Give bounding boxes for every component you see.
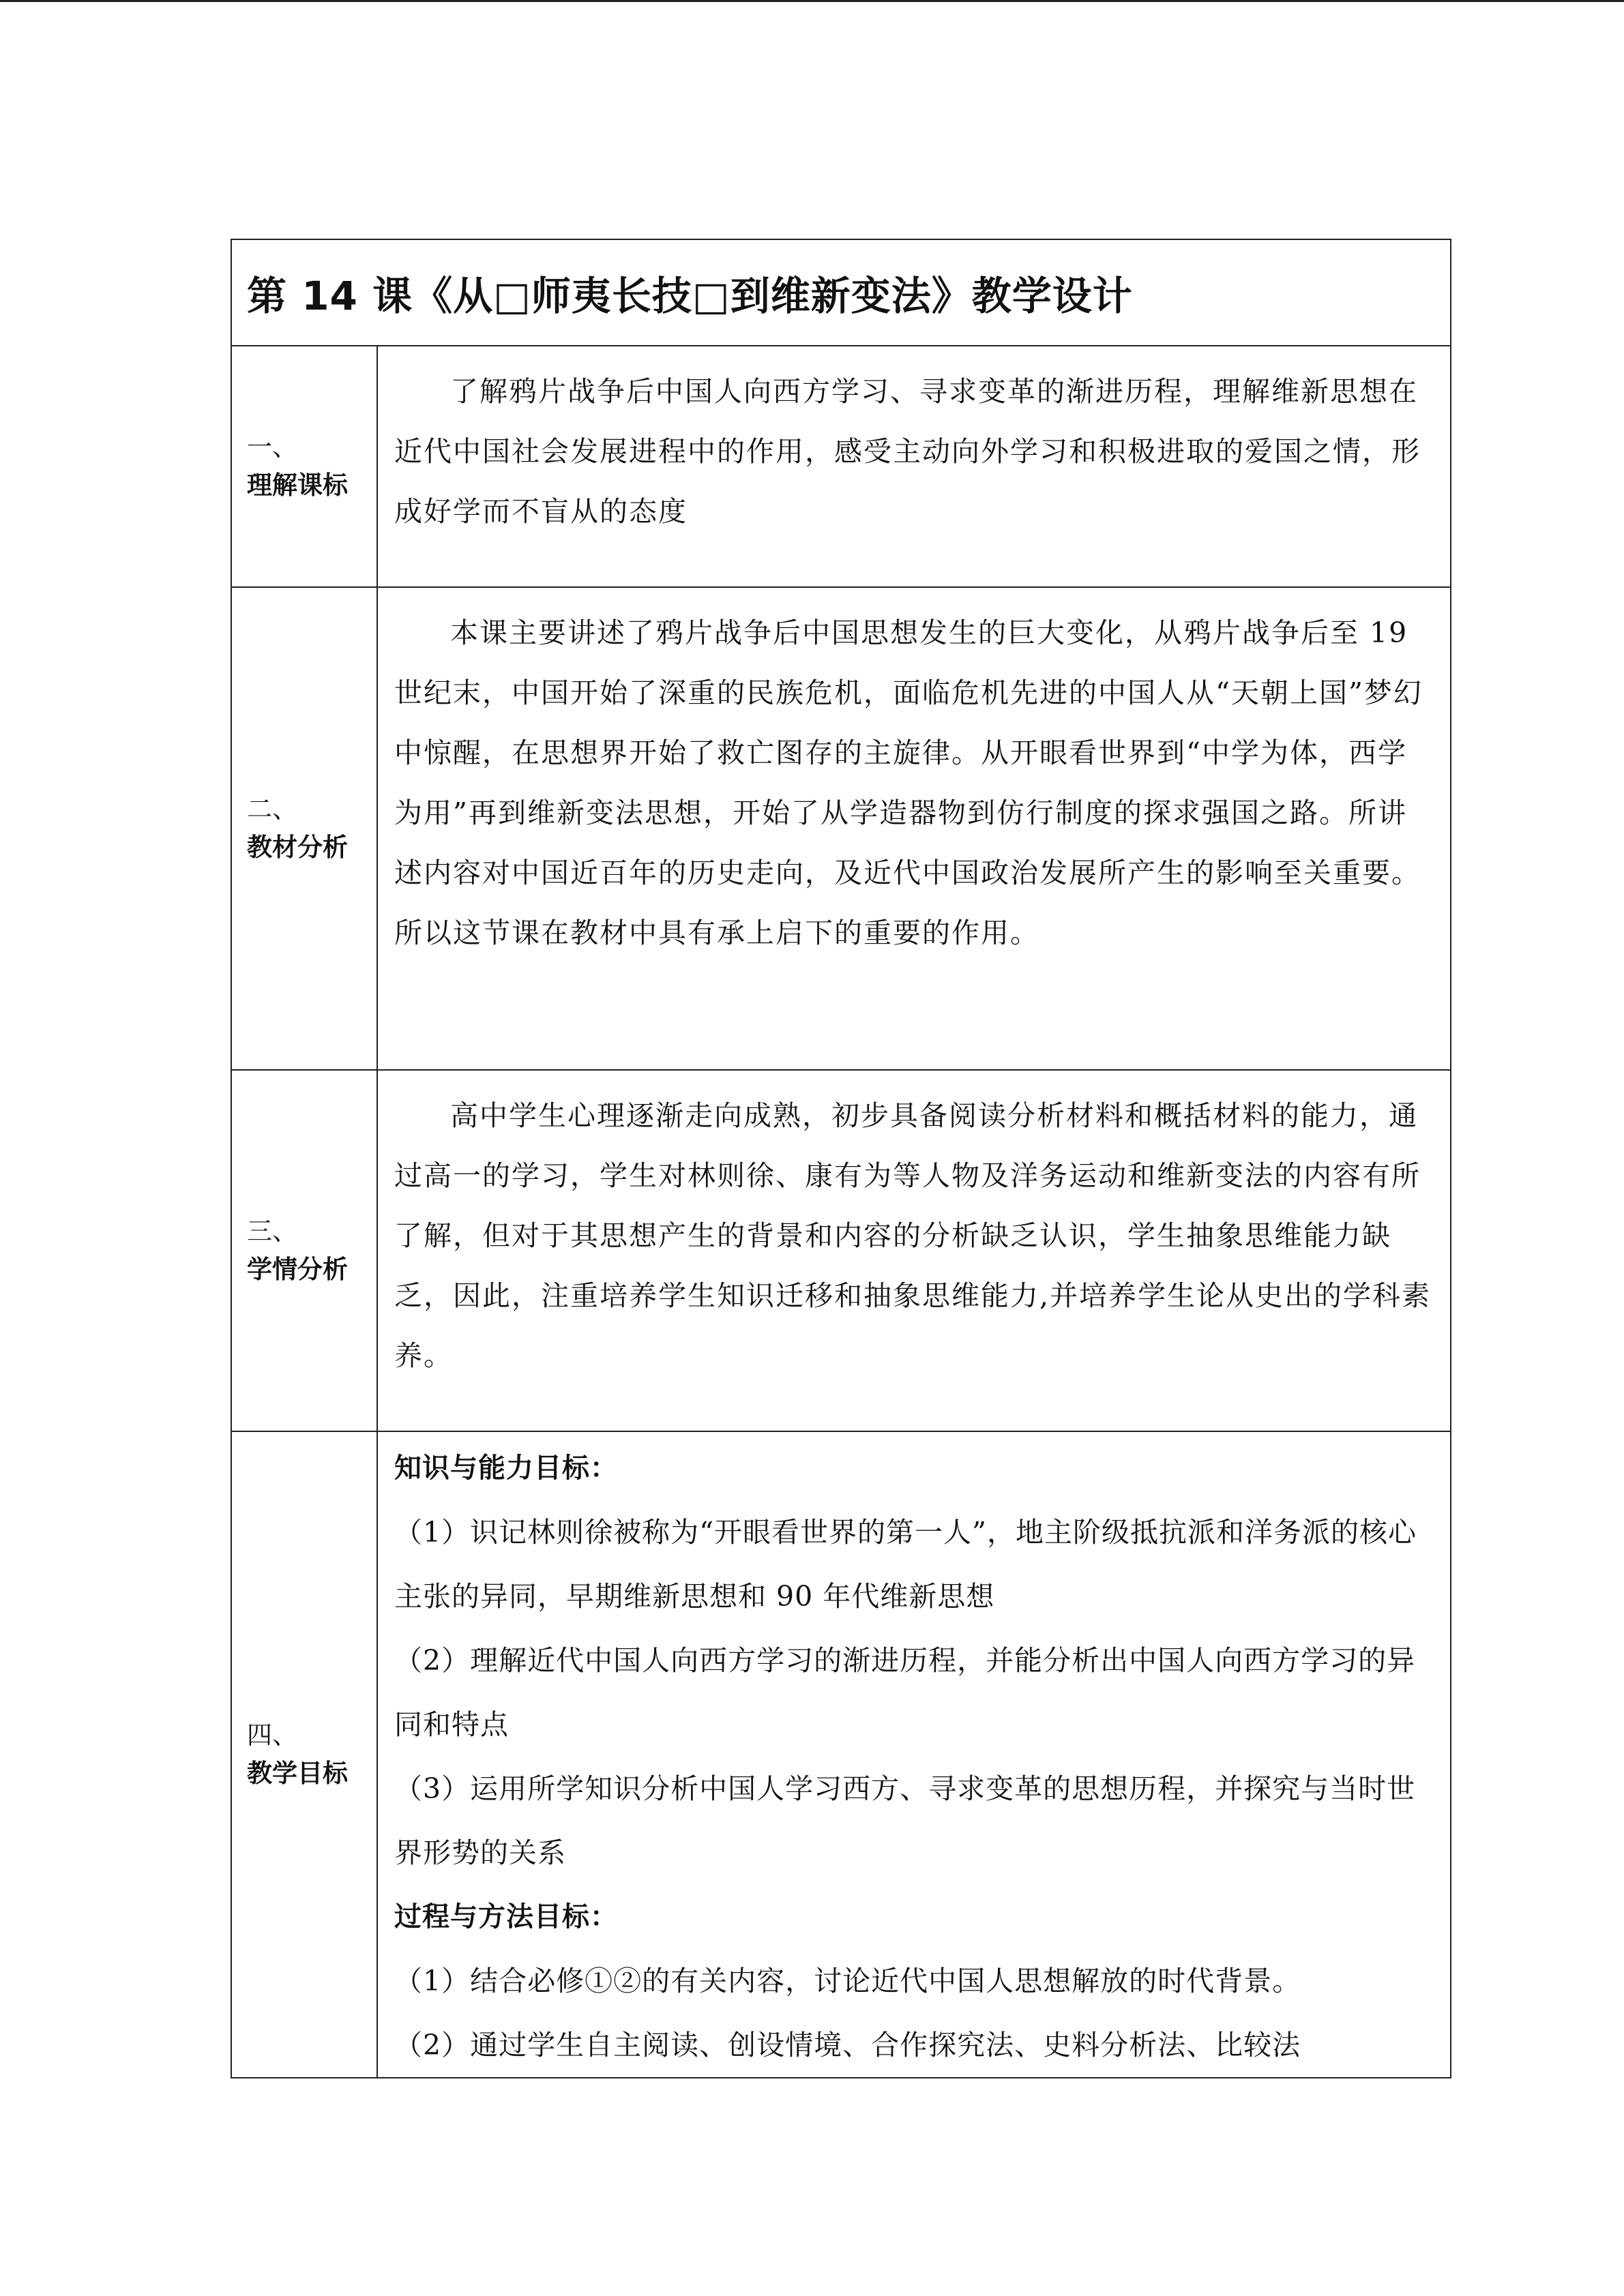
section-row-standards xyxy=(231,346,1451,587)
section-name: 理解课标 xyxy=(247,471,348,500)
title-row xyxy=(231,239,1451,346)
process-goals-heading: 过程与方法目标： xyxy=(394,1901,618,1933)
section-row-textbook xyxy=(231,587,1451,1070)
section-row-students xyxy=(231,1070,1451,1431)
section-name: 教材分析 xyxy=(247,833,348,862)
section-content-goals xyxy=(377,1431,1451,2078)
section-number: 二、 xyxy=(247,794,297,824)
lesson-plan-table xyxy=(231,239,1451,2078)
section-label-goals xyxy=(231,1431,377,2078)
section-name: 教学目标 xyxy=(247,1759,348,1788)
section-number: 一、 xyxy=(247,432,297,462)
section-label-students xyxy=(231,1070,377,1431)
section-name: 学情分析 xyxy=(247,1255,348,1284)
knowledge-goal-item: （1）识记林则徐被称为“开眼看世界的第一人”，地主阶级抵抗派和洋务派的核心主张的异同，早期维新思想和 90 年代维新思想 xyxy=(394,1516,1417,1613)
page-top-border xyxy=(0,0,1624,2)
section-label-standards xyxy=(231,346,377,587)
section-label-textbook xyxy=(231,587,377,1070)
section-number: 三、 xyxy=(247,1217,297,1246)
section-content-textbook xyxy=(377,587,1451,1070)
document-title: 第 14 课《从□师夷长技□到维新变法》教学设计 xyxy=(231,239,1451,346)
section-text: 高中学生心理逐渐走向成熟，初步具备阅读分析材料和概括材料的能力，通过高一的学习，学生对林则徐、康有为等人物及洋务运动和维新变法的内容有所了解，但对于其思想产生的背景和内容的分析缺乏认识，学生抽象思维能力缺乏，因此，注重培养学生知识迁移和抽象思维能力,并培养学生论从史出的学科素养。 xyxy=(394,1099,1432,1372)
knowledge-goal-item: （2）理解近代中国人向西方学习的渐进历程，并能分析出中国人向西方学习的异同和特点 xyxy=(394,1644,1416,1741)
section-text: 了解鸦片战争后中国人向西方学习、寻求变革的渐进历程，理解维新思想在近代中国社会发展进程中的作用，感受主动向外学习和积极进取的爱国之情，形成好学而不盲从的态度 xyxy=(394,375,1421,528)
process-goal-item: （2）通过学生自主阅读、创设情境、合作探究法、史料分析法、比较法 xyxy=(394,2029,1301,2061)
process-goal-item: （1）结合必修①②的有关内容，讨论近代中国人思想解放的时代背景。 xyxy=(394,1965,1301,1997)
section-content-students xyxy=(377,1070,1451,1431)
knowledge-goal-item: （3）运用所学知识分析中国人学习西方、寻求变革的思想历程，并探究与当时世界形势的关系 xyxy=(394,1772,1416,1869)
section-text: 本课主要讲述了鸦片战争后中国思想发生的巨大变化，从鸦片战争后至 19 世纪末，中国开始了深重的民族危机，面临危机先进的中国人从“天朝上国”梦幻中惊醒，在思想界开始了救亡图存的主旋律。从开眼看世界到“中学为体，西学为用”再到维新变法思想，开始了从学造器物到仿行制度的探求强国之路。所讲述内容对中国近百年的历史走向，及近代中国政治发展所产生的影响至关重要。所以这节课在教材中具有承上启下的重要的作用。 xyxy=(394,616,1423,949)
knowledge-goals-heading: 知识与能力目标： xyxy=(394,1452,618,1484)
section-row-goals xyxy=(231,1431,1451,2078)
section-number: 四、 xyxy=(247,1720,297,1750)
section-content-standards xyxy=(377,346,1451,587)
